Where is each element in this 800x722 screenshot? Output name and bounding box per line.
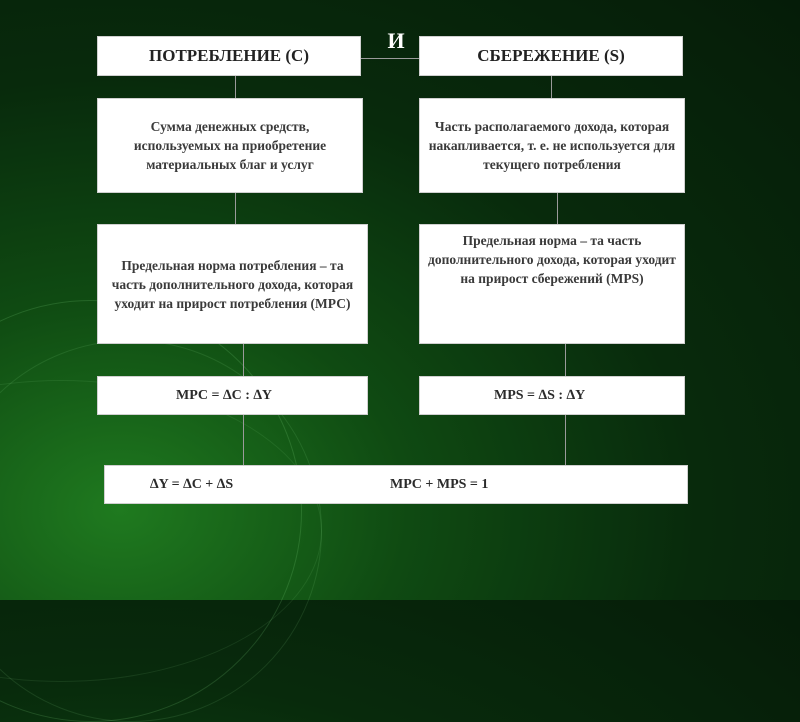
saving-definition-text: Часть располагаемого дохода, которая накапливается, т. е. не используется для текущего потребления <box>428 119 676 172</box>
saving-header-label: СБЕРЕЖЕНИЕ (S) <box>477 46 625 65</box>
connector-line <box>551 75 552 98</box>
connector-line <box>361 58 419 59</box>
background-arc <box>0 300 302 722</box>
connector-line <box>557 192 558 224</box>
consumption-definition <box>97 98 363 193</box>
consumption-formula <box>97 376 368 415</box>
income-identity: ∆Y = ∆C + ∆S <box>150 476 234 492</box>
connector-line <box>565 415 566 465</box>
saving-marginal <box>419 224 685 344</box>
summary-box <box>104 465 688 504</box>
connector-line <box>565 344 566 376</box>
consumption-header <box>97 36 361 76</box>
connector-line <box>235 192 236 224</box>
saving-definition <box>419 98 685 193</box>
background-arc <box>0 380 322 682</box>
connector-line <box>235 75 236 98</box>
consumption-marginal <box>97 224 368 344</box>
saving-marginal-text: Предельная норма – та часть дополнительного дохода, которая уходит на прирост сбережений (MPS) <box>428 233 676 286</box>
connector-line <box>243 415 244 465</box>
consumption-header-label: ПОТРЕБЛЕНИЕ (С) <box>149 46 309 65</box>
saving-formula <box>419 376 685 415</box>
consumption-marginal-text: Предельная норма потребления – та часть дополнительного дохода, которая уходит на прирост потребления (МРС) <box>111 257 354 311</box>
consumption-definition-text: Сумма денежных средств, используемых на приобретение материальных благ и услуг <box>133 119 327 172</box>
mps-formula: MPS = ∆S : ∆Y <box>494 387 586 403</box>
mpc-mps-sum: MPC + MPS = 1 <box>390 476 489 492</box>
mpc-formula: МРС = ∆С : ∆Y <box>176 387 273 403</box>
saving-header <box>419 36 683 76</box>
connector-line <box>243 344 244 376</box>
connector-word: И <box>387 28 405 53</box>
